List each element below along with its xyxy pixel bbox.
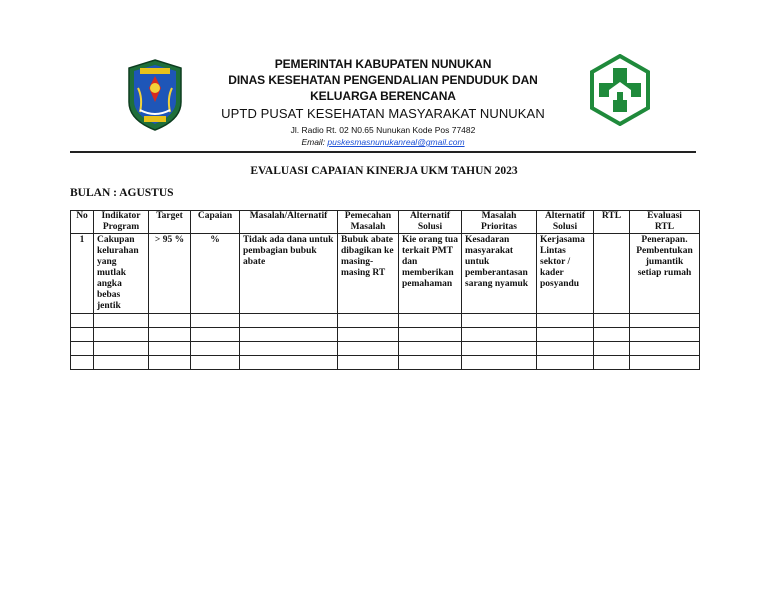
header-alternatif-solusi-2: Alternatif Solusi [537, 211, 594, 234]
cell-alternatif-solusi: Kie orang tua terkait PMT dan memberikan pemahaman [399, 234, 462, 314]
empty-cell [94, 356, 149, 370]
cell-masalah-prioritas: Kesadaran masyarakat untuk pemberantasan sarang nyamuk [462, 234, 537, 314]
empty-cell [71, 314, 94, 328]
empty-cell [149, 356, 191, 370]
empty-cell [191, 356, 240, 370]
empty-cell [338, 314, 399, 328]
empty-cell [462, 328, 537, 342]
table-row-empty [71, 342, 700, 356]
empty-cell [630, 342, 700, 356]
empty-cell [462, 356, 537, 370]
empty-cell [462, 342, 537, 356]
empty-cell [594, 342, 630, 356]
empty-cell [191, 328, 240, 342]
empty-cell [399, 328, 462, 342]
department-name-cont: KELUARGA BERENCANA [310, 89, 456, 103]
month-label: BULAN : AGUSTUS [70, 187, 174, 199]
empty-cell [149, 328, 191, 342]
empty-cell [149, 342, 191, 356]
header-evaluasi-rtl: Evaluasi RTL [630, 211, 700, 234]
address: Jl. Radio Rt. 02 N0.65 Nunukan Kode Pos 77482 [290, 125, 476, 135]
empty-cell [594, 328, 630, 342]
table-row [71, 234, 700, 314]
empty-cell [240, 328, 338, 342]
empty-cell [630, 328, 700, 342]
empty-cell [537, 356, 594, 370]
header-masalah-prioritas: Masalah Prioritas [462, 211, 537, 234]
empty-cell [537, 328, 594, 342]
header-no: No [71, 211, 94, 234]
header-pemecahan-masalah: Pemecahan Masalah [338, 211, 399, 234]
evaluation-table [70, 210, 700, 370]
header-row [71, 211, 700, 234]
email-link[interactable]: puskesmasnunukanreal@gmail.com [327, 137, 465, 147]
empty-cell [630, 314, 700, 328]
header-rtl: RTL [594, 211, 630, 234]
government-name: PEMERINTAH KABUPATEN NUNUKAN [274, 57, 492, 71]
empty-cell [71, 342, 94, 356]
cell-indikator: Cakupan kelurahan yang mutlak angka bebas jentik [94, 234, 149, 314]
empty-cell [191, 314, 240, 328]
empty-cell [399, 356, 462, 370]
empty-cell [71, 356, 94, 370]
empty-cell [338, 342, 399, 356]
empty-cell [338, 356, 399, 370]
header-capaian: Capaian [191, 211, 240, 234]
empty-cell [399, 314, 462, 328]
empty-cell [537, 342, 594, 356]
empty-cell [399, 342, 462, 356]
table-row-empty [71, 356, 700, 370]
letterhead-rule [70, 151, 696, 153]
empty-cell [149, 314, 191, 328]
empty-cell [94, 342, 149, 356]
document-title: EVALUASI CAPAIAN KINERJA UKM TAHUN 2023 [250, 165, 518, 177]
empty-cell [71, 328, 94, 342]
cell-no: 1 [71, 234, 94, 314]
puskesmas-cross-house-icon [589, 54, 651, 126]
cell-pemecahan-masalah: Bubuk abate dibagikan ke masing-masing RT [338, 234, 399, 314]
header-masalah-alternatif: Masalah/Alternatif [240, 211, 338, 234]
letterhead [0, 0, 768, 160]
header-target: Target [149, 211, 191, 234]
cell-rtl [594, 234, 630, 314]
empty-cell [94, 314, 149, 328]
puskesmas-name: UPTD PUSAT KESEHATAN MASYARAKAT NUNUKAN [221, 106, 545, 121]
cell-capaian: % [191, 234, 240, 314]
empty-cell [594, 314, 630, 328]
empty-cell [338, 328, 399, 342]
cell-evaluasi-rtl: Penerapan. Pembentukan jumantik setiap rumah [630, 234, 700, 314]
empty-cell [240, 314, 338, 328]
table-row-empty [71, 328, 700, 342]
cell-target: > 95 % [149, 234, 191, 314]
empty-cell [537, 314, 594, 328]
department-name: DINAS KESEHATAN PENGENDALIAN PENDUDUK DAN [228, 73, 538, 87]
table-row-empty [71, 314, 700, 328]
header-indikator: Indikator Program [94, 211, 149, 234]
nunukan-regency-crest-icon [126, 58, 184, 132]
empty-cell [94, 328, 149, 342]
cell-alternatif-sektor: Kerjasama Lintas sektor / kader posyandu [537, 234, 594, 314]
cell-masalah-alternatif: Tidak ada dana untuk pembagian bubuk abate [240, 234, 338, 314]
empty-cell [240, 342, 338, 356]
header-alternatif-solusi: Alternatif Solusi [399, 211, 462, 234]
empty-cell [462, 314, 537, 328]
empty-cell [191, 342, 240, 356]
empty-cell [630, 356, 700, 370]
empty-cell [240, 356, 338, 370]
empty-cell [594, 356, 630, 370]
email-line: Email: puskesmasnunukanreal@gmail.com [301, 137, 465, 147]
